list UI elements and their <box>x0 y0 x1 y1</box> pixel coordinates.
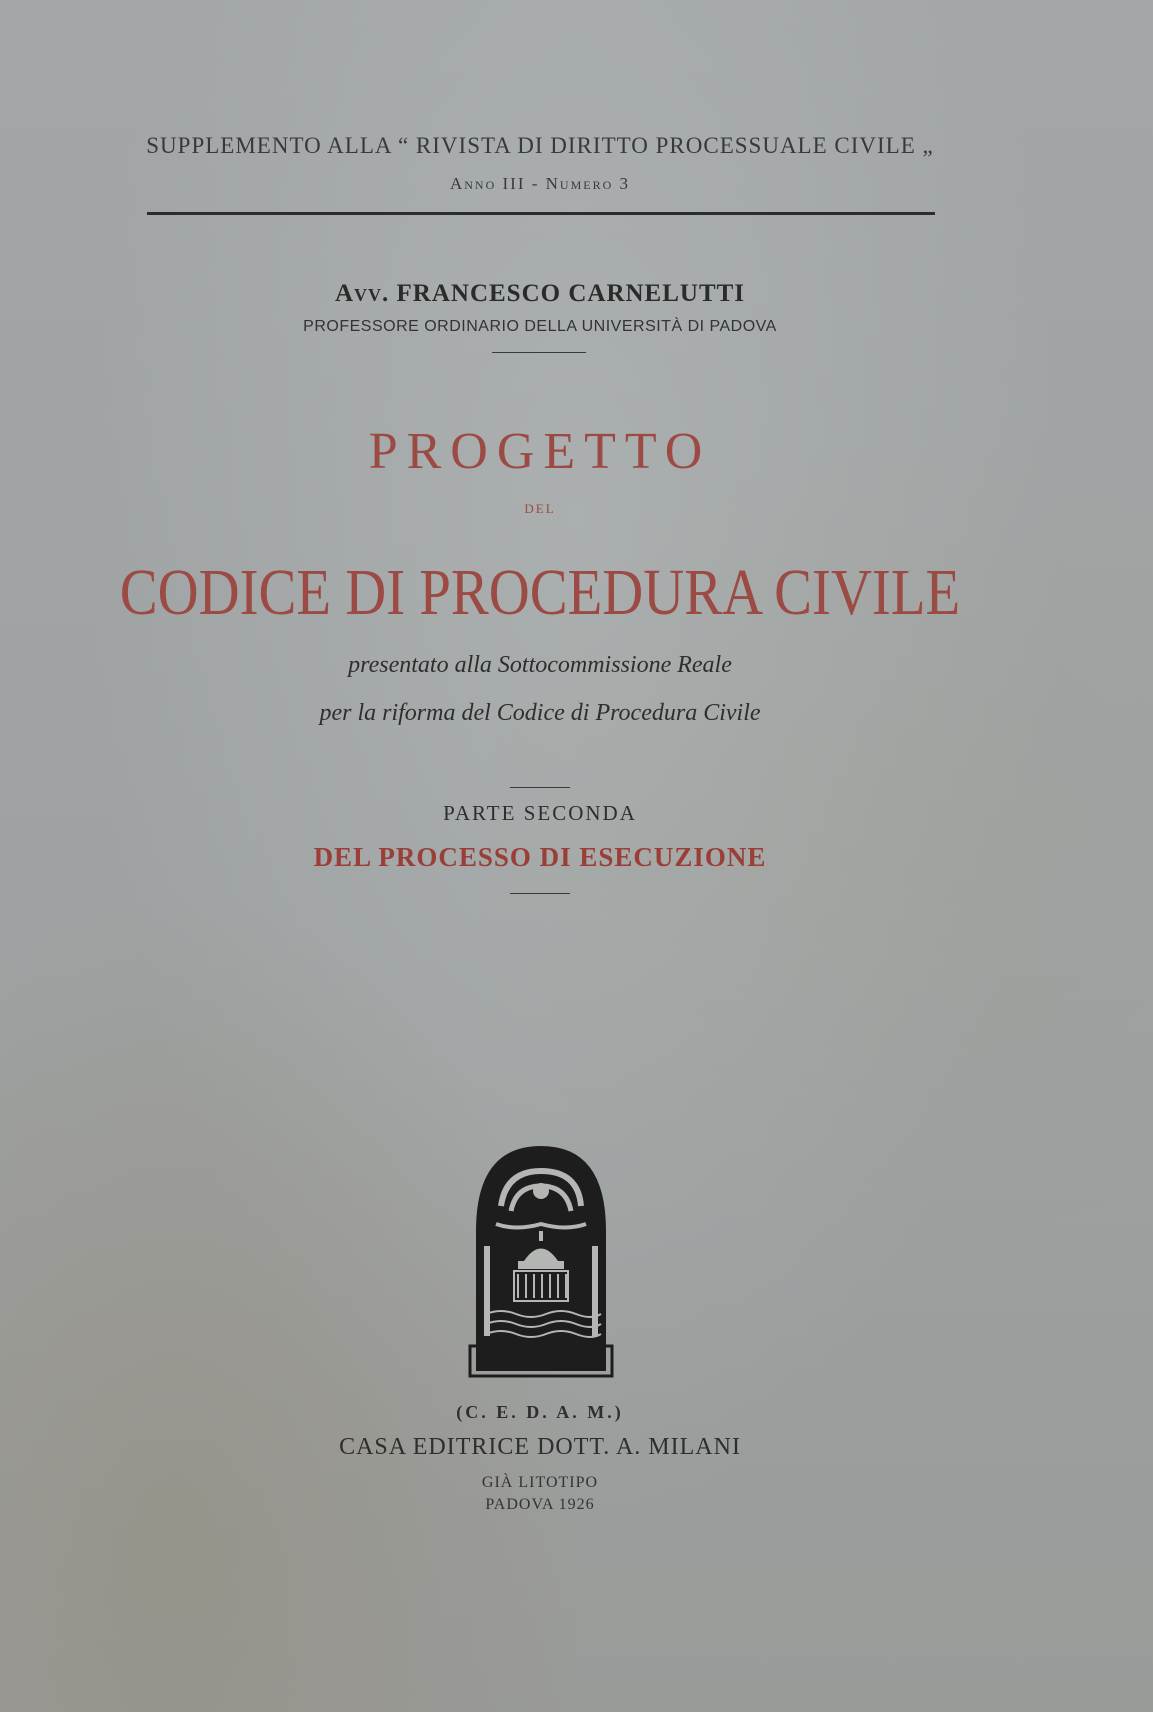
issue-line: Anno III - Numero 3 <box>449 174 631 193</box>
author-line <box>0 280 1080 308</box>
title-line-1: PROGETTO <box>368 423 712 480</box>
publisher-former-name: GIÀ LITOTIPO <box>481 1474 599 1491</box>
publisher-name: CASA EDITRICE DOTT. A. MILANI <box>339 1434 741 1460</box>
author-affiliation: PROFESSORE ORDINARIO DELLA UNIVERSITÀ DI PADOVA <box>303 318 777 335</box>
series-line: SUPPLEMENTO ALLA “ RIVISTA DI DIRITTO PROCESSUALE CIVILE „ <box>146 133 934 158</box>
part-label: PARTE SECONDA <box>443 801 637 825</box>
short-rule-3 <box>510 893 570 894</box>
author-prefix: Avv. <box>334 280 390 307</box>
short-rule-1 <box>492 352 586 353</box>
part-title: DEL PROCESSO DI ESECUZIONE <box>313 842 767 872</box>
title-connector: del <box>524 497 556 518</box>
subtitle-line-1: presentato alla Sottocommissione Reale <box>348 652 732 678</box>
subtitle-line-2: per la riforma del Codice di Procedura Civile <box>319 700 761 726</box>
place-and-year: PADOVA 1926 <box>485 1496 595 1513</box>
short-rule-2 <box>510 787 570 788</box>
publisher-abbreviation: (C. E. D. A. M.) <box>456 1402 624 1422</box>
title-line-2: CODICE DI PROCEDURA CIVILE <box>119 556 961 629</box>
header-rule <box>147 212 935 215</box>
svg-text:MANI CEAM: MANI CEAM <box>490 1355 592 1372</box>
publisher-emblem-icon <box>456 1136 626 1386</box>
author-name: FRANCESCO CARNELUTTI <box>396 280 746 307</box>
